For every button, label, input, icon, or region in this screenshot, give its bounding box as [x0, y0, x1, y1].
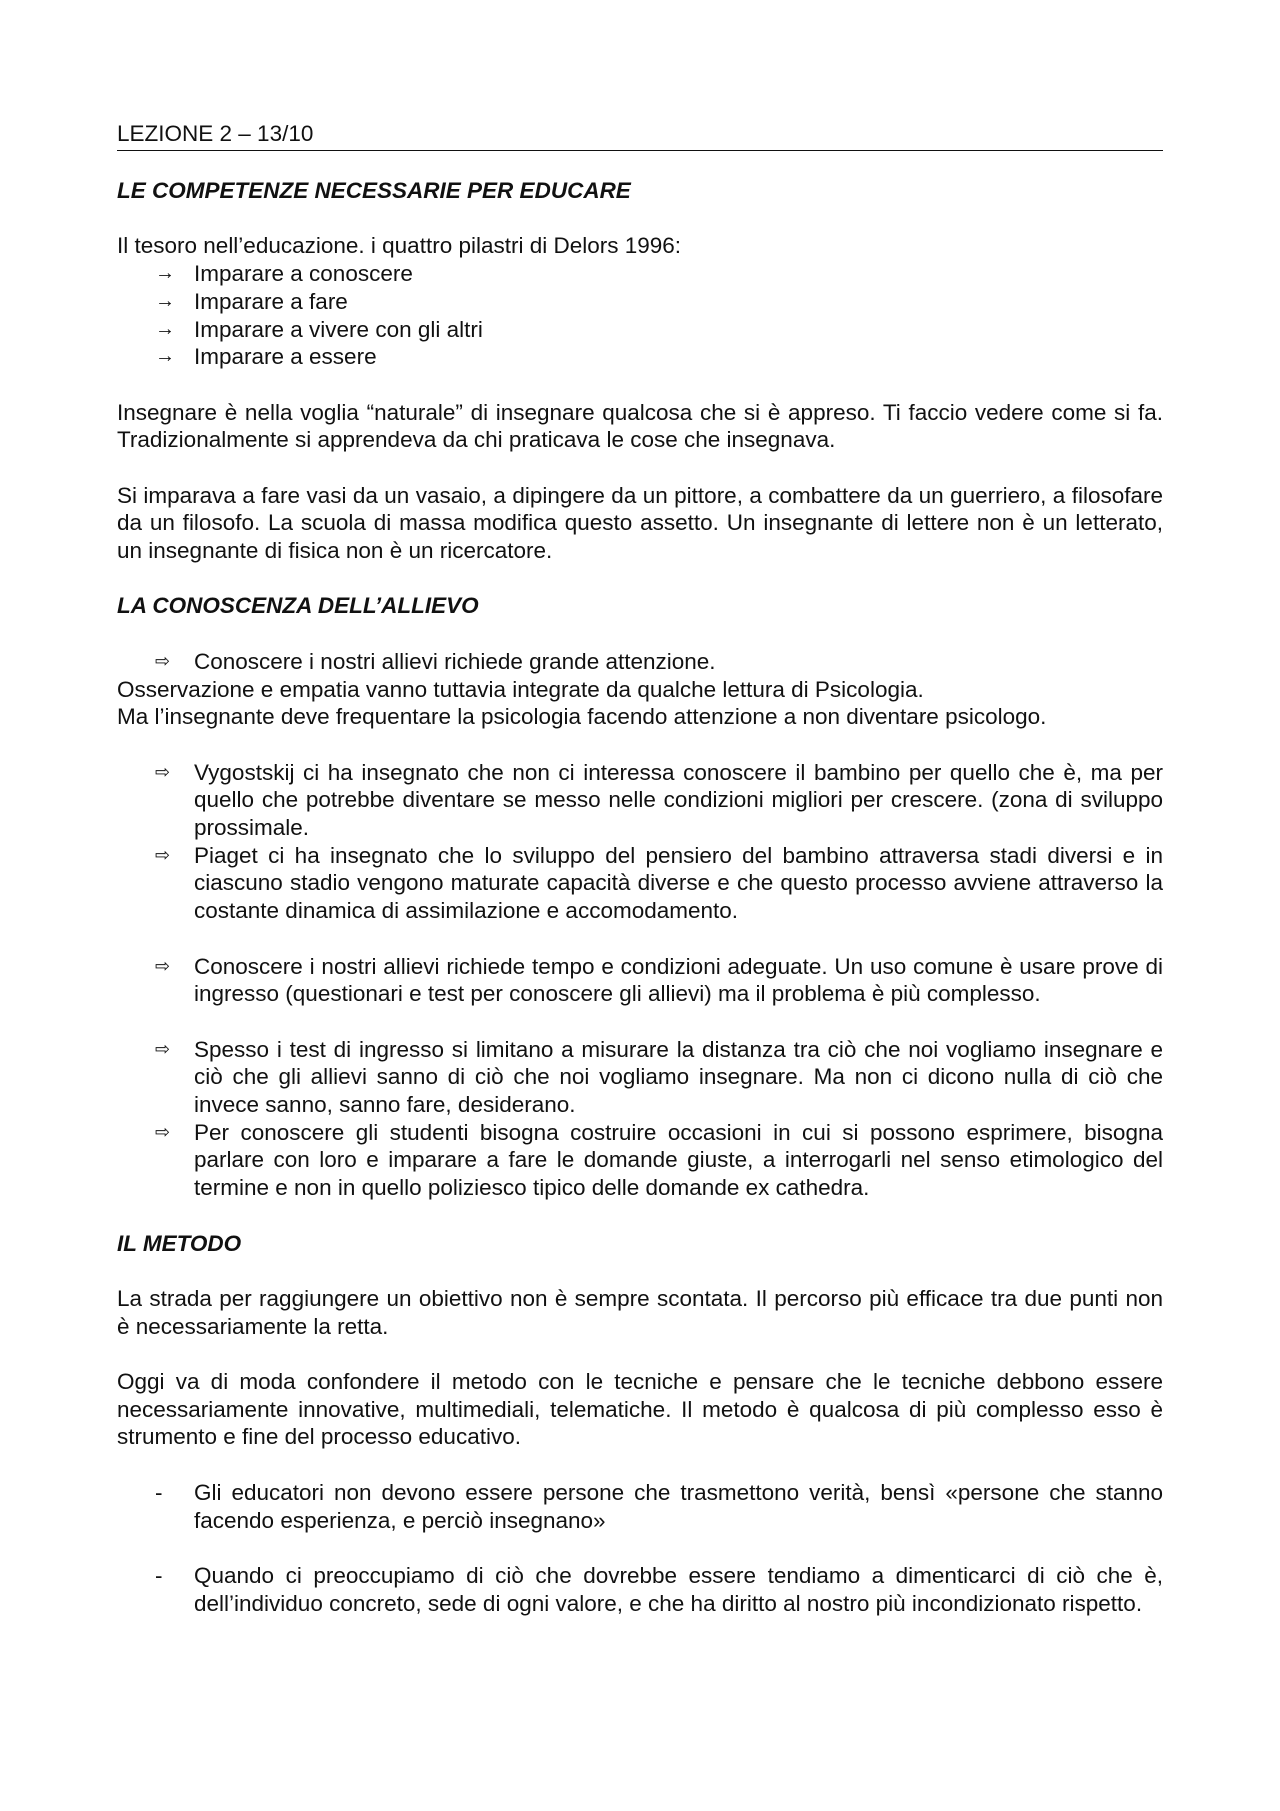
- dash-list: [117, 1562, 1163, 1617]
- bullet-list: [117, 953, 1163, 1008]
- list-item: ⇨ Per conoscere gli studenti bisogna costruire occasioni in cui si possono esprimere, bisogna parlare con loro e imparare a fare le domande giuste, a interrogarli nel senso etimologico del termine e non in quello poliziesco tipico delle domande ex cathedra.: [155, 1119, 1163, 1201]
- bullet-list: [117, 759, 1163, 925]
- arrow-icon: →: [155, 345, 175, 368]
- double-arrow-icon: ⇨: [155, 955, 171, 976]
- bullet-list: [117, 648, 1163, 676]
- paragraph: Ma l’insegnante deve frequentare la psicologia facendo attenzione a non diventare psicologo.: [117, 704, 1047, 730]
- arrow-icon: →: [155, 262, 175, 285]
- list-item: → Imparare a vivere con gli altri: [155, 316, 483, 342]
- delors-pillars-list: [117, 260, 1163, 371]
- double-arrow-icon: ⇨: [155, 761, 171, 782]
- document-page: [117, 120, 1163, 1617]
- section-heading-conoscenza: LA CONOSCENZA DELL’ALLIEVO: [117, 593, 479, 619]
- list-item: → Imparare a conoscere: [155, 261, 413, 287]
- double-arrow-icon: ⇨: [155, 1038, 171, 1059]
- arrow-icon: →: [155, 289, 175, 312]
- list-item: - Quando ci preoccupiamo di ciò che dovrebbe essere tendiamo a dimenticarci di ciò che è, dell’individuo concreto, sede di ogni valore, e che ha diritto al nostro più incondizionato rispetto.: [155, 1562, 1163, 1616]
- list-item: ⇨ Piaget ci ha insegnato che lo sviluppo del pensiero del bambino attraversa stadi diversi e in ciascuno stadio vengono maturate capacità diverse e che questo processo avviene attraverso la costante dinamica di assimilazione e accomodamento.: [155, 842, 1163, 924]
- paragraph: Insegnare è nella voglia “naturale” di insegnare qualcosa che si è appreso. Ti faccio vedere come si fa. Tradizionalmente si apprendeva da chi praticava le cose che insegnava.: [117, 399, 1163, 453]
- double-arrow-icon: ⇨: [155, 650, 171, 671]
- page-header: [117, 120, 1163, 151]
- list-item: - Gli educatori non devono essere persone che trasmettono verità, bensì «persone che stanno facendo esperienza, e perciò insegnano»: [155, 1479, 1163, 1533]
- paragraph: Oggi va di moda confondere il metodo con le tecniche e pensare che le tecniche debbono essere necessariamente innovative, multimediali, telematiche. Il metodo è qualcosa di più complesso esso è strumento e fine del processo educativo.: [117, 1369, 1163, 1450]
- list-item: ⇨ Conoscere i nostri allievi richiede tempo e condizioni adeguate. Un uso comune è usare prove di ingresso (questionari e test per conoscere gli allievi) ma il problema è più complesso.: [155, 953, 1163, 1007]
- list-item: ⇨ Conoscere i nostri allievi richiede grande attenzione.: [155, 648, 716, 674]
- paragraph: Osservazione e empatia vanno tuttavia integrate da qualche lettura di Psicologia.: [117, 676, 924, 702]
- section-heading-competenze: LE COMPETENZE NECESSARIE PER EDUCARE: [117, 178, 631, 203]
- delors-intro: Il tesoro nell’educazione. i quattro pilastri di Delors 1996:: [117, 233, 682, 259]
- section-heading-metodo: IL METODO: [117, 1230, 242, 1256]
- double-arrow-icon: ⇨: [155, 1121, 171, 1142]
- list-item: ⇨ Spesso i test di ingresso si limitano a misurare la distanza tra ciò che noi vogliamo insegnare e ciò che gli allievi sanno di ciò che noi vogliamo insegnare. Ma non ci dicono nulla di ciò che invece sanno, sanno fare, desiderano.: [155, 1036, 1163, 1118]
- arrow-icon: →: [155, 317, 175, 340]
- dash-icon: -: [155, 1562, 163, 1588]
- list-item: → Imparare a fare: [155, 288, 348, 314]
- list-item: ⇨ Vygostskij ci ha insegnato che non ci interessa conoscere il bambino per quello che è, ma per quello che potrebbe diventare se messo nelle condizioni migliori per crescere. (zona di sviluppo prossimale.: [155, 759, 1163, 841]
- paragraph: La strada per raggiungere un obiettivo non è sempre scontata. Il percorso più efficace tra due punti non è necessariamente la retta.: [117, 1285, 1163, 1339]
- bullet-list: [117, 1036, 1163, 1202]
- lesson-title: LEZIONE 2 – 13/10: [117, 121, 314, 146]
- paragraph: Si imparava a fare vasi da un vasaio, a dipingere da un pittore, a combattere da un guerriero, a filosofare da un filosofo. La scuola di massa modifica questo assetto. Un insegnante di lettere non è un letterato, un insegnante di fisica non è un ricercatore.: [117, 482, 1163, 564]
- double-arrow-icon: ⇨: [155, 844, 171, 865]
- dash-icon: -: [155, 1479, 163, 1505]
- dash-list: [117, 1479, 1163, 1534]
- list-item: → Imparare a essere: [155, 344, 377, 370]
